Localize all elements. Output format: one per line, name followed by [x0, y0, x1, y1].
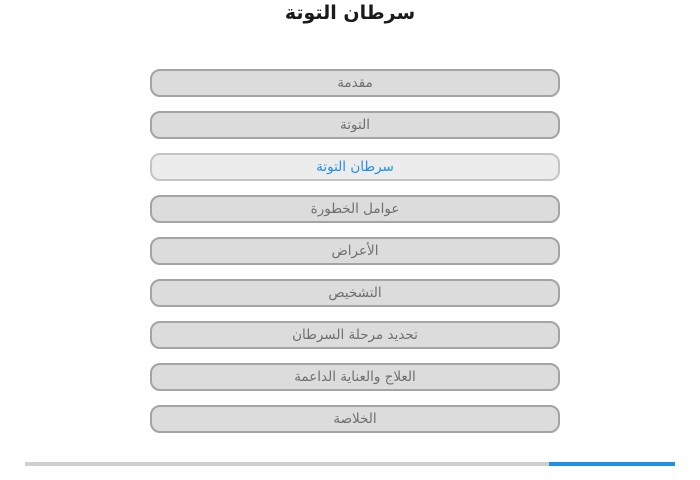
- menu-item-summary[interactable]: الخلاصة: [150, 405, 560, 433]
- menu-item-introduction[interactable]: مقدمة: [150, 69, 560, 97]
- menu-item-thymus[interactable]: التوتة: [150, 111, 560, 139]
- menu-item-thymus-cancer[interactable]: سرطان التوتة: [150, 153, 560, 181]
- menu-item-risk-factors[interactable]: عوامل الخطورة: [150, 195, 560, 223]
- progress-bar: [25, 462, 675, 466]
- page-title: سرطان التوتة: [284, 2, 416, 24]
- menu-item-diagnosis[interactable]: التشخيص: [150, 279, 560, 307]
- menu-item-symptoms[interactable]: الأعراض: [150, 237, 560, 265]
- progress-bar-fill: [549, 462, 675, 466]
- chapter-menu: [150, 69, 560, 447]
- menu-item-treatment[interactable]: العلاج والعناية الداعمة: [150, 363, 560, 391]
- menu-item-staging[interactable]: تحديد مرحلة السرطان: [150, 321, 560, 349]
